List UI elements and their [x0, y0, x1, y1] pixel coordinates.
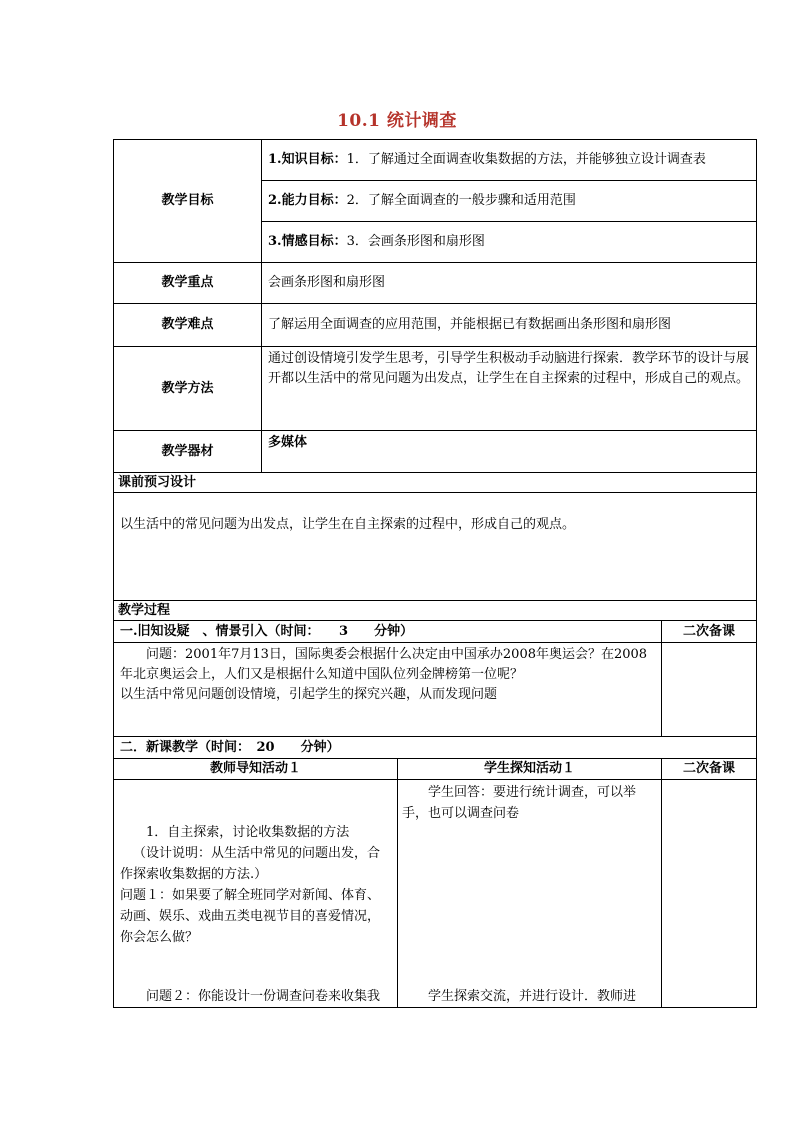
- teacher-question-1: 问题１：如果要了解全班同学对新闻、体育、动画、娱乐、戏曲五类电视节目的喜爱情况，你会怎么做？: [120, 888, 381, 945]
- section1-note: 以生活中常见问题创设情境，引起学生的探究兴趣，从而发现问题: [120, 687, 498, 702]
- equipment-row: [113, 431, 757, 473]
- section2-title: 二．新课教学（时间： 20 分钟）: [120, 740, 340, 755]
- method-row: [113, 347, 757, 431]
- teacher-activity: [114, 780, 398, 1007]
- key-point-row: [113, 263, 757, 304]
- section1-content: [114, 643, 662, 736]
- objective-prefix: 3.情感目标：: [268, 234, 347, 249]
- section2-content-row: [113, 780, 757, 1008]
- page-title: 10.1 统计调查: [337, 111, 457, 131]
- objectives-list: [262, 140, 756, 262]
- objective-item: [262, 222, 756, 262]
- section2-columns-row: [113, 759, 757, 780]
- teacher-design-note: （设计说明：从生活中常见的问题出发，合作探索收集数据的方法.）: [120, 846, 381, 882]
- objectives-label: 教学目标: [114, 140, 262, 262]
- preview-heading-row: [113, 473, 757, 493]
- objective-text: 3．会画条形图和扇形图: [346, 234, 485, 249]
- section1-side-notes: [662, 643, 756, 736]
- teacher-column-header: 教师导知活动１: [114, 759, 398, 779]
- equipment-text: 多媒体: [268, 435, 308, 450]
- section1-question: 问题：2001年7月13日，国际奥委会根据什么决定由中国承办2008年奥运会？在2008年北京奥运会上，人们又是根据什么知道中国队位列金牌榜第一位呢？: [120, 647, 648, 682]
- objectives-row: [113, 139, 757, 263]
- student-exploration: 学生探索交流，并进行设计．教师进: [428, 989, 637, 1004]
- process-heading: 教学过程: [118, 603, 171, 618]
- section1-title: 一.旧知设疑 、情景引入（时间： 3 分钟）: [114, 621, 662, 642]
- objective-prefix: 1.知识目标：: [268, 152, 347, 167]
- method-label: 教学方法: [114, 347, 262, 430]
- objective-item: [262, 181, 756, 222]
- student-column-header: 学生探知活动１: [398, 759, 662, 779]
- section1-side-label: 二次备课: [682, 624, 735, 639]
- process-heading-row: [113, 601, 757, 621]
- difficulty-label: 教学难点: [114, 304, 262, 346]
- preview-heading: 课前预习设计: [118, 475, 197, 490]
- teacher-step-1: 1．自主探索，讨论收集数据的方法: [146, 825, 350, 840]
- student-activity: [398, 780, 662, 1007]
- objective-item: [262, 140, 756, 181]
- section1-content-row: [113, 643, 757, 737]
- difficulty-text: 了解运用全面调查的应用范围，并能根据已有数据画出条形图和扇形图: [268, 317, 672, 332]
- section2-header-row: [113, 737, 757, 759]
- preview-text: 以生活中的常见问题为出发点，让学生在自主探索的过程中，形成自己的观点。: [120, 517, 576, 532]
- preview-content-row: [113, 493, 757, 601]
- section1-header-row: [113, 621, 757, 643]
- teacher-question-2: 问题２：你能设计一份调查问卷来收集我: [146, 989, 381, 1004]
- equipment-label: 教学器材: [114, 431, 262, 472]
- difficulty-row: [113, 304, 757, 347]
- objective-text: 1．了解通过全面调查收集数据的方法，并能够独立设计调查表: [346, 152, 706, 167]
- key-point-label: 教学重点: [114, 263, 262, 303]
- section2-side-notes: [662, 780, 756, 1007]
- objective-text: 2．了解全面调查的一般步骤和适用范围: [346, 193, 576, 208]
- section2-side-label: 二次备课: [682, 761, 735, 776]
- student-answer: 学生回答：要进行统计调查，可以举手，也可以调查问卷: [402, 785, 637, 821]
- method-text: 通过创设情境引发学生思考，引导学生积极动手动脑进行探索．教学环节的设计与展开都以生活中的常见问题为出发点，让学生在自主探索的过程中，形成自己的观点。: [268, 351, 750, 386]
- objective-prefix: 2.能力目标：: [268, 193, 347, 208]
- key-point-text: 会画条形图和扇形图: [268, 275, 386, 290]
- lesson-plan-table: [113, 139, 757, 1008]
